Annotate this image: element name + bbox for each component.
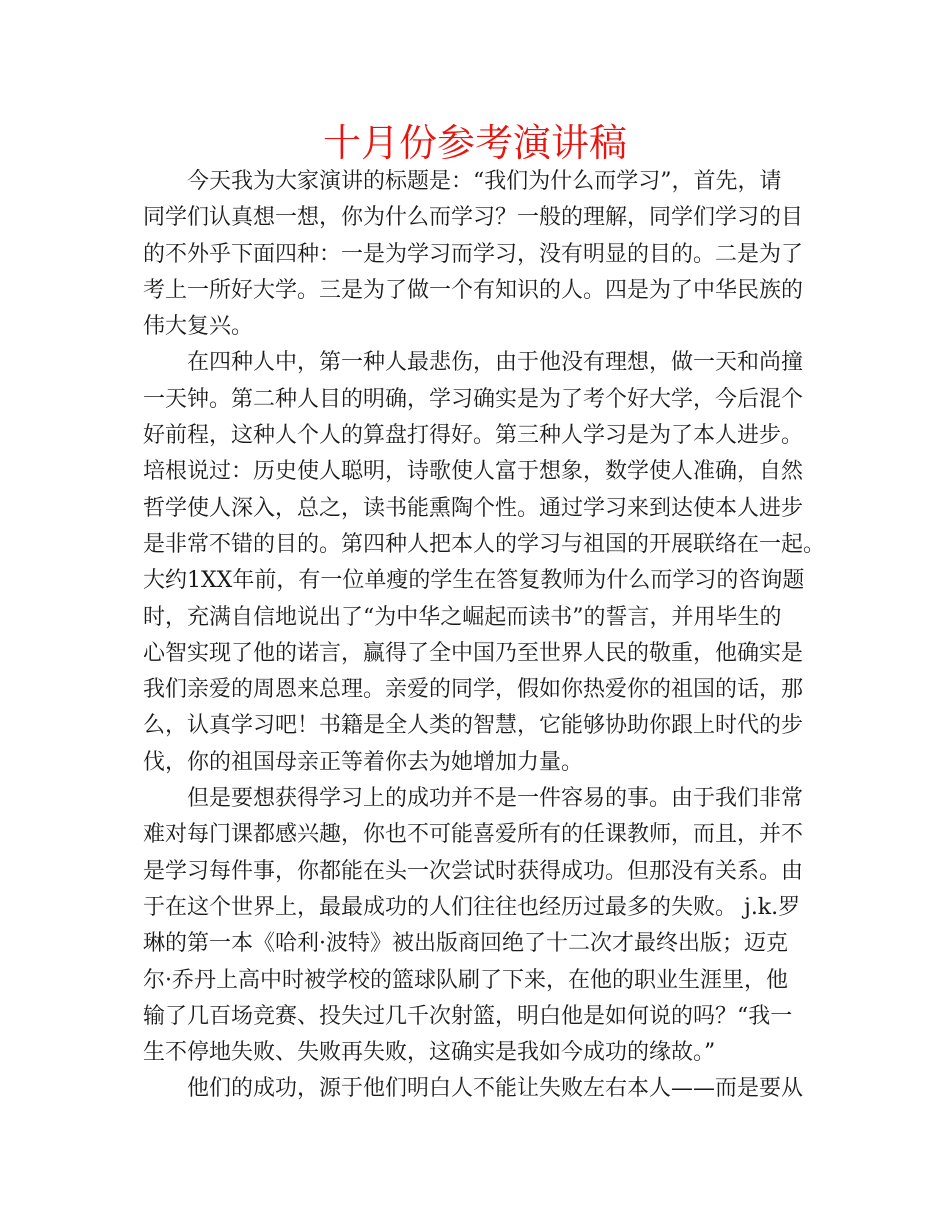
text-line: 时，充满自信地说出了“为中华之崛起而读书”的誓言，并用毕生的 [143,604,782,630]
text-line: 哲学使人深入，总之，读书能熏陶个性。通过学习来到达使本人进步 [143,495,804,521]
paragraph-first-line: 今天我为大家演讲的标题是：“我们为什么而学习”，首先，请 [187,169,782,194]
paragraph-first-line: 他们的成功，源于他们明白人不能让失败左右本人——而是要从 [187,1076,804,1102]
text-line: 是非常不错的目的。第四种人把本人的学习与祖国的开展联络在一起。 [143,531,826,557]
text-line: 伟大复兴。 [143,314,254,340]
text-line: 同学们认真想一想，你为什么而学习？一般的理解，同学们学习的目 [143,205,804,231]
text-line: 是学习每件事，你都能在头一次尝试时获得成功。但那没有关系。由 [143,858,804,884]
text-line: 好前程，这种人个人的算盘打得好。第三种人学习是为了本人进步。 [143,423,804,449]
text-line: 输了几百场竞赛、投失过几千次射篮，明白他是如何说的吗？“我一 [143,1003,793,1029]
text-line: 的不外乎下面四种：一是为学习而学习，没有明显的目的。二是为了 [143,241,804,267]
text-line: 培根说过：历史使人聪明，诗歌使人富于想象，数学使人准确，自然 [143,459,804,485]
text-line: 伐，你的祖国母亲正等着你去为她增加力量。 [143,749,584,775]
text-line: 尔·乔丹上高中时被学校的篮球队刷了下来，在他的职业生涯里，他 [143,967,788,993]
text-line: 琳的第一本《哈利·波特》被出版商回绝了十二次才最终出版；迈克 [143,931,788,957]
document-title: 十月份参考演讲稿 [322,121,627,165]
text-line: 于在这个世界上，最最成功的人们往往也经历过最多的失败。 j.k.罗 [143,894,801,920]
text-line: 难对每门课都感兴趣，你也不可能喜爱所有的任课教师，而且，并不 [143,822,804,848]
document-body [143,164,826,1108]
text-line: 考上一所好大学。三是为了做一个有知识的人。四是为了中华民族的 [143,277,804,303]
text-line: 大约1XX年前，有一位单瘦的学生在答复教师为什么而学习的咨询题 [143,568,805,594]
text-line: 么，认真学习吧！书籍是全人类的智慧，它能够协助你跟上时代的步 [143,713,804,739]
text-line: 一天钟。第二种人目的明确，学习确实是为了考个好大学，今后混个 [143,386,804,412]
text-line: 我们亲爱的周恩来总理。亲爱的同学，假如你热爱你的祖国的话，那 [143,677,804,703]
text-line: 生不停地失败、失败再失败，这确实是我如今成功的缘故。” [143,1040,716,1066]
paragraph-first-line: 在四种人中，第一种人最悲伤，由于他没有理想，做一天和尚撞 [187,350,804,376]
text-line: 心智实现了他的诺言，赢得了全中国乃至世界人民的敬重，他确实是 [143,640,804,666]
paragraph-first-line: 但是要想获得学习上的成功并不是一件容易的事。由于我们非常 [187,786,804,812]
